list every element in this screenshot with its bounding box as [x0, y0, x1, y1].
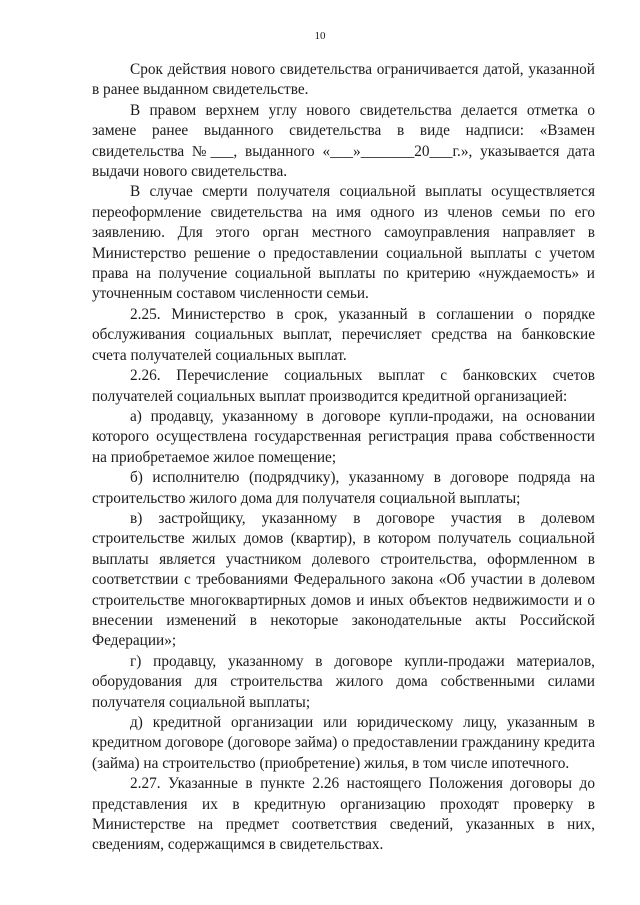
paragraph-2-25: 2.25. Министерство в срок, указанный в соглашении о порядке обслуживания социальных выплат, перечисляет средства на банковские счета получателей социальных выплат. — [92, 305, 595, 364]
paragraph-replacement-mark: В правом верхнем углу нового свидетельства делается отметка о замене ранее выданного свидетельства в виде надписи: «Взамен свидетельства №___, выданного «___»_______20___г.», указывается дата выдачи нового свидетельства. — [92, 101, 595, 181]
document-body — [92, 60, 595, 856]
list-item-g: г) продавцу, указанному в договоре купли-продажи материалов, оборудования для строительства жилого дома собственными силами получателя социальной выплаты; — [92, 652, 595, 711]
page-number: 10 — [314, 30, 326, 42]
paragraph-recipient-death: В случае смерти получателя социальной выплаты осуществляется переоформление свидетельства на имя одного из членов семьи по его заявлению. Для этого орган местного самоуправления направляет в Министерство решение о предоставлении социальной выплаты с учетом права на получение социальной выплаты по критерию «нуждаемость» и уточненным составом численности семьи. — [92, 183, 595, 303]
paragraph-2-27: 2.27. Указанные в пункте 2.26 настоящего Положения договоры до представления их в кредитную организацию проходят проверку в Министерстве на предмет соответствия сведений, указанных в них, сведениям, содержащимся в свидетельствах. — [92, 775, 595, 854]
list-item-v: в) застройщику, указанному в договоре участия в долевом строительстве жилых домов (квартир), в котором получатель социальной выплаты является участником долевого строительства, оформленном в соответствии с требованиями Федерального закона «Об участии в долевом строительстве многоквартирных домов и иных объектов недвижимости и о внесении изменений в некоторые законодательные акты Российской Федерации»; — [92, 509, 595, 650]
paragraph-2-26: 2.26. Перечисление социальных выплат с банковских счетов получателей социальных выплат производится кредитной организацией: — [92, 367, 595, 405]
paragraph-certificate-validity: Срок действия нового свидетельства ограничивается датой, указанной в ранее выданном свидетельстве. — [92, 61, 595, 99]
list-item-b: б) исполнителю (подрядчику), указанному в договоре подряда на строительство жилого дома для получателя социальной выплаты; — [92, 469, 595, 507]
list-item-a: а) продавцу, указанному в договоре купли-продажи, на основании которого осуществлена государственная регистрация права собственности на приобретаемое жилое помещение; — [92, 407, 595, 466]
list-item-d: д) кредитной организации или юридическому лицу, указанным в кредитном договоре (договоре займа) о предоставлении гражданину кредита (займа) на строительство (приобретение) жилья, в том числе ипотечного. — [92, 714, 595, 772]
